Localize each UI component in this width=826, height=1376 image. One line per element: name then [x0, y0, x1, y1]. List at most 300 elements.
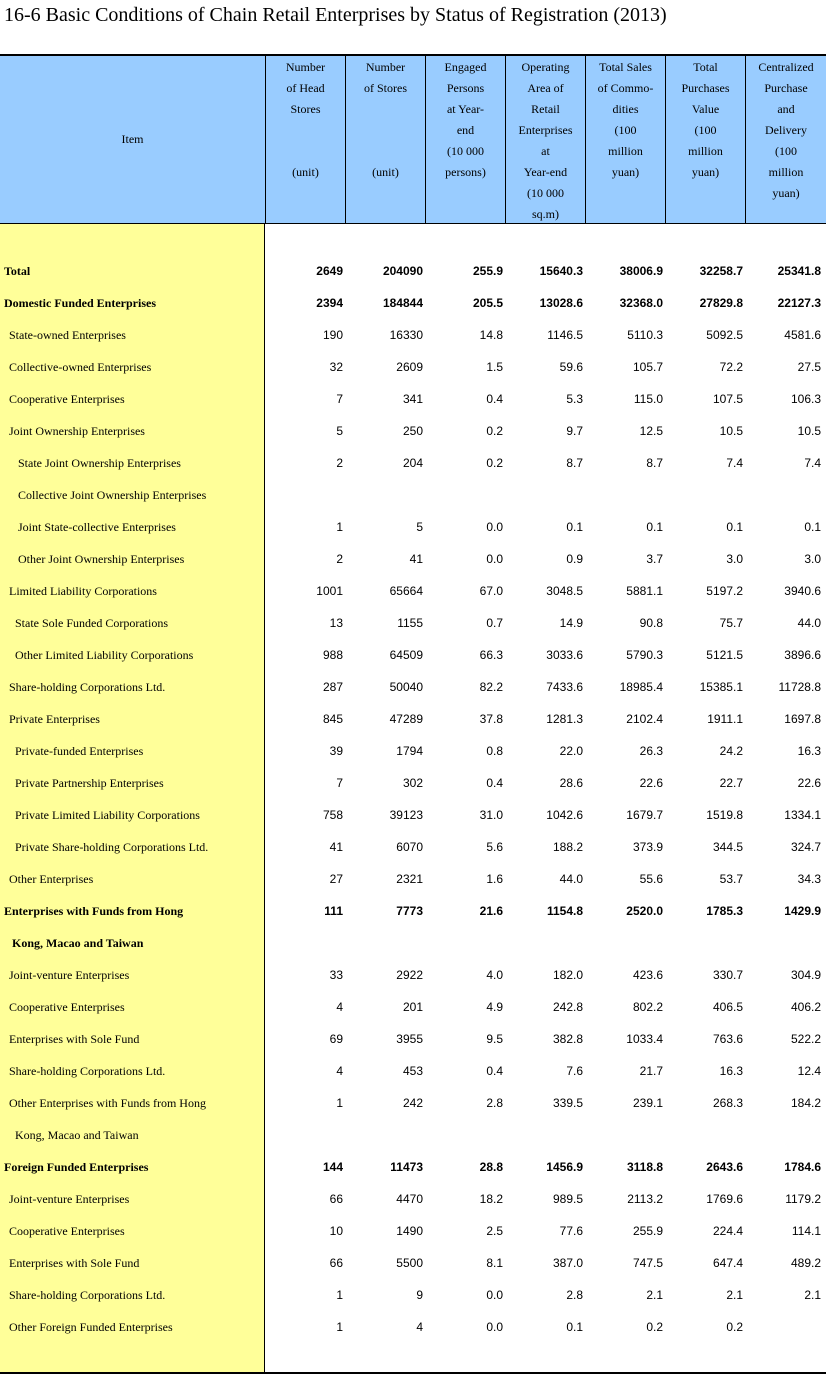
table-row: [0, 1183, 826, 1215]
row-label: Collective Joint Ownership Enterprises: [18, 488, 207, 502]
cell-head-stores: 4: [336, 1000, 343, 1014]
cell-total-purchases: 1769.6: [706, 1192, 743, 1206]
cell-total-purchases: 7.4: [726, 456, 743, 470]
row-label: Cooperative Enterprises: [9, 1224, 125, 1238]
row-label: Other Limited Liability Corporations: [15, 648, 194, 662]
column-header-line: Number: [365, 60, 406, 74]
cell-centralized-purchase: 3940.6: [784, 584, 821, 598]
cell-head-stores: [265, 927, 343, 959]
cell-stores: 16330: [389, 328, 423, 342]
table-top-rule: [0, 54, 826, 56]
cell-centralized-purchase: 12.4: [797, 1064, 821, 1078]
cell-stores: 9: [416, 1288, 423, 1302]
cell-centralized-purchase: 489.2: [790, 1256, 821, 1270]
table-row: [0, 351, 826, 383]
cell-centralized-purchase: 3896.6: [784, 648, 821, 662]
cell-engaged-persons: 0.0: [486, 1288, 503, 1302]
cell-total-sales: 255.9: [632, 1224, 663, 1238]
cell-engaged-persons: 0.7: [486, 616, 503, 630]
cell-total-sales: 2102.4: [626, 712, 663, 726]
cell-total-purchases: 24.2: [719, 744, 743, 758]
cell-stores: 3955: [396, 1032, 423, 1046]
cell-total-purchases: 3.0: [726, 552, 743, 566]
cell-stores: 4: [416, 1320, 423, 1334]
column-header-line: Year-end: [523, 165, 568, 179]
row-label: Joint-venture Enterprises: [9, 968, 130, 982]
column-header-stores: [345, 56, 425, 223]
table-header: [0, 56, 826, 224]
cell-stores: 1794: [396, 744, 423, 758]
cell-head-stores: 5: [336, 424, 343, 438]
cell-centralized-purchase: 25341.8: [777, 264, 821, 278]
cell-engaged-persons: 67.0: [479, 584, 503, 598]
row-label: Private Partnership Enterprises: [15, 776, 164, 790]
cell-stores: 5500: [396, 1256, 423, 1270]
cell-centralized-purchase: [745, 927, 821, 959]
cell-engaged-persons: 14.8: [479, 328, 503, 342]
table-row: [0, 255, 826, 287]
cell-engaged-persons: 8.1: [486, 1256, 503, 1270]
cell-stores: 47289: [389, 712, 423, 726]
cell-head-stores: 4: [336, 1064, 343, 1078]
cell-stores: [345, 1119, 423, 1151]
cell-total-purchases: 647.4: [712, 1256, 743, 1270]
column-header-line: yuan): [611, 165, 640, 179]
column-header-operating-area: [505, 56, 585, 223]
cell-operating-area: 1146.5: [547, 328, 583, 342]
column-header-centralized-purchase: [745, 56, 826, 223]
cell-centralized-purchase: 406.2: [790, 1000, 821, 1014]
cell-stores: 250: [402, 424, 423, 438]
column-header-line: Total: [693, 60, 718, 74]
cell-engaged-persons: 9.5: [486, 1032, 503, 1046]
cell-head-stores: 1: [336, 1288, 343, 1302]
cell-total-sales: 8.7: [646, 456, 663, 470]
column-header-line: million: [768, 165, 804, 179]
row-label: Other Enterprises with Funds from Hong: [9, 1096, 206, 1110]
cell-total-sales: 2113.2: [627, 1192, 663, 1206]
cell-total-purchases: 344.5: [712, 840, 743, 854]
column-header-line: Value: [691, 102, 720, 116]
table-row: [0, 959, 826, 991]
column-header-line: yuan): [691, 165, 720, 179]
cell-total-purchases: 0.1: [726, 520, 743, 534]
cell-centralized-purchase: 4581.6: [784, 328, 821, 342]
cell-centralized-purchase: 184.2: [790, 1096, 821, 1110]
cell-operating-area: 0.1: [566, 520, 583, 534]
row-label: Joint State-collective Enterprises: [18, 520, 176, 534]
cell-operating-area: 28.6: [559, 776, 583, 790]
table-row: [0, 575, 826, 607]
row-label: Other Enterprises: [9, 872, 94, 886]
cell-head-stores: 2: [336, 552, 343, 566]
cell-total-sales: 2.1: [646, 1288, 663, 1302]
cell-total-purchases: 224.4: [712, 1224, 743, 1238]
cell-head-stores: 2: [336, 456, 343, 470]
row-label: Other Joint Ownership Enterprises: [18, 552, 185, 566]
cell-centralized-purchase: 16.3: [797, 744, 821, 758]
cell-engaged-persons: [425, 1119, 503, 1151]
cell-operating-area: 77.6: [559, 1224, 583, 1238]
cell-stores: 2609: [396, 360, 423, 374]
row-label: Cooperative Enterprises: [9, 392, 125, 406]
cell-head-stores: 1001: [316, 584, 343, 598]
cell-stores: 64509: [389, 648, 423, 662]
cell-stores: 302: [402, 776, 423, 790]
cell-head-stores: 39: [329, 744, 343, 758]
cell-engaged-persons: [425, 927, 503, 959]
cell-total-purchases: 27829.8: [699, 296, 743, 310]
cell-total-sales: 3.7: [646, 552, 663, 566]
row-label: Cooperative Enterprises: [9, 1000, 125, 1014]
cell-total-purchases: [665, 927, 743, 959]
cell-head-stores: 27: [329, 872, 343, 886]
column-header-engaged-persons: [425, 56, 505, 223]
row-label: Private Limited Liability Corporations: [15, 808, 200, 822]
cell-head-stores: 758: [322, 808, 343, 822]
cell-operating-area: 0.1: [566, 1320, 583, 1334]
cell-centralized-purchase: 114.1: [791, 1224, 821, 1238]
cell-total-purchases: 2.1: [726, 1288, 743, 1302]
cell-operating-area: 1042.6: [546, 808, 583, 822]
cell-operating-area: 1154.8: [546, 904, 583, 918]
cell-stores: 6070: [396, 840, 423, 854]
cell-engaged-persons: 5.6: [486, 840, 503, 854]
table-bottom-rule: [0, 1372, 826, 1374]
cell-centralized-purchase: 11728.8: [778, 680, 821, 694]
cell-engaged-persons: 1.6: [486, 872, 503, 886]
page-title: 16-6 Basic Conditions of Chain Retail Enterprises by Status of Registration (2013): [4, 4, 667, 26]
cell-total-purchases: 32258.7: [699, 264, 743, 278]
cell-operating-area: 182.0: [552, 968, 583, 982]
cell-stores: 453: [402, 1064, 423, 1078]
cell-total-purchases: 1911.1: [707, 712, 743, 726]
cell-engaged-persons: 205.5: [472, 296, 503, 310]
cell-operating-area: 13028.6: [539, 296, 583, 310]
cell-centralized-purchase: 3.0: [804, 552, 821, 566]
table-row: [0, 319, 826, 351]
row-label: Enterprises with Sole Fund: [9, 1032, 140, 1046]
table-row: [0, 1087, 826, 1119]
cell-operating-area: 0.9: [566, 552, 583, 566]
column-header-line: of Commo-: [597, 81, 654, 95]
cell-stores: 39123: [389, 808, 423, 822]
cell-stores: 204: [402, 456, 423, 470]
cell-total-sales: 1033.4: [626, 1032, 663, 1046]
cell-operating-area: 1281.3: [546, 712, 583, 726]
table-row: [0, 415, 826, 447]
cell-total-purchases: 330.7: [712, 968, 743, 982]
column-header-line: [266, 141, 345, 162]
cell-operating-area: 44.0: [559, 872, 583, 886]
cell-centralized-purchase: 7.4: [804, 456, 821, 470]
row-label: Total: [4, 264, 31, 278]
row-label: State-owned Enterprises: [9, 328, 126, 342]
cell-head-stores: 32: [329, 360, 343, 374]
cell-total-sales: 90.8: [639, 616, 663, 630]
table-row: [0, 639, 826, 671]
column-header-line: [346, 141, 425, 162]
cell-stores: 5: [416, 520, 423, 534]
cell-total-purchases: 406.5: [712, 1000, 743, 1014]
column-header-line: Purchases: [681, 81, 730, 95]
cell-total-sales: 747.5: [632, 1256, 663, 1270]
table-row: [0, 895, 826, 927]
cell-operating-area: 3048.5: [546, 584, 583, 598]
cell-head-stores: 13: [329, 616, 343, 630]
cell-engaged-persons: 21.6: [479, 904, 503, 918]
cell-total-sales: 21.7: [639, 1064, 663, 1078]
row-label: Collective-owned Enterprises: [9, 360, 152, 374]
cell-stores: 41: [409, 552, 423, 566]
table-row: [0, 287, 826, 319]
cell-engaged-persons: 31.0: [479, 808, 503, 822]
table-row: [0, 1215, 826, 1247]
table-row: [0, 607, 826, 639]
row-label: Enterprises with Funds from Hong: [4, 904, 184, 918]
table-row: [0, 383, 826, 415]
cell-total-sales: 3118.8: [626, 1160, 663, 1174]
row-label: Private Enterprises: [9, 712, 100, 726]
cell-stores: 50040: [389, 680, 423, 694]
cell-stores: 201: [402, 1000, 423, 1014]
cell-head-stores: 33: [329, 968, 343, 982]
column-header-total-sales: [585, 56, 665, 223]
column-header-line: (100: [614, 123, 637, 137]
cell-engaged-persons: 1.5: [486, 360, 503, 374]
cell-stores: 7773: [396, 904, 423, 918]
cell-operating-area: 1456.9: [546, 1160, 583, 1174]
cell-total-sales: 802.2: [632, 1000, 663, 1014]
cell-engaged-persons: 18.2: [479, 1192, 503, 1206]
column-header-line: yuan): [772, 186, 800, 200]
cell-operating-area: 14.9: [559, 616, 583, 630]
cell-stores: 341: [402, 392, 423, 406]
cell-stores: [345, 927, 423, 959]
cell-engaged-persons: 0.8: [486, 744, 503, 758]
cell-operating-area: 7433.6: [546, 680, 583, 694]
column-header-line: persons): [445, 165, 486, 179]
cell-head-stores: 1: [336, 1096, 343, 1110]
row-label: Share-holding Corporations Ltd.: [9, 680, 166, 694]
cell-stores: 2922: [396, 968, 423, 982]
cell-total-purchases: 75.7: [719, 616, 743, 630]
cell-centralized-purchase: 0.1: [804, 520, 821, 534]
cell-engaged-persons: 37.8: [479, 712, 503, 726]
cell-stores: 2321: [396, 872, 423, 886]
cell-total-sales: 5881.1: [626, 584, 663, 598]
cell-total-purchases: 107.5: [712, 392, 743, 406]
cell-head-stores: 845: [322, 712, 343, 726]
row-label: Foreign Funded Enterprises: [4, 1160, 149, 1174]
cell-total-purchases: 268.3: [712, 1096, 743, 1110]
row-label: Private Share-holding Corporations Ltd.: [15, 840, 209, 854]
cell-total-purchases: 763.6: [712, 1032, 743, 1046]
column-header-line: (unit): [372, 165, 399, 179]
cell-stores: 184844: [382, 296, 423, 310]
row-label: Share-holding Corporations Ltd.: [9, 1288, 166, 1302]
column-header-line: Enterprises: [518, 123, 573, 137]
column-header-line: Delivery: [765, 123, 807, 137]
table-row: [0, 671, 826, 703]
cell-engaged-persons: 0.0: [486, 1320, 503, 1334]
table-row: [0, 447, 826, 479]
column-header-line: sq.m): [532, 207, 559, 221]
column-header-line: and: [777, 102, 795, 116]
cell-total-sales: 105.7: [632, 360, 663, 374]
row-label: Share-holding Corporations Ltd.: [9, 1064, 166, 1078]
cell-operating-area: 59.6: [559, 360, 583, 374]
cell-total-sales: 373.9: [632, 840, 663, 854]
cell-engaged-persons: 0.4: [486, 776, 503, 790]
cell-engaged-persons: 4.0: [486, 968, 503, 982]
cell-operating-area: 9.7: [566, 424, 583, 438]
table-row: [0, 767, 826, 799]
column-header-line: [346, 99, 425, 120]
cell-total-sales: 38006.9: [619, 264, 663, 278]
table-row: [0, 927, 826, 959]
row-label: Joint Ownership Enterprises: [9, 424, 145, 438]
cell-centralized-purchase: [745, 479, 821, 511]
column-header-line: million: [608, 144, 643, 158]
column-header-line: (10 000: [447, 144, 484, 158]
column-header-line: (100: [694, 123, 717, 137]
column-header-line: Centralized: [758, 60, 814, 74]
cell-total-purchases: 5197.2: [706, 584, 743, 598]
cell-total-sales: 5110.3: [627, 328, 663, 342]
row-label: Domestic Funded Enterprises: [4, 296, 156, 310]
column-header-line: Total Sales: [599, 60, 652, 74]
cell-centralized-purchase: 1784.6: [784, 1160, 821, 1174]
cell-head-stores: 66: [329, 1256, 343, 1270]
cell-total-sales: 239.1: [632, 1096, 663, 1110]
cell-centralized-purchase: [745, 1311, 821, 1343]
row-label: State Joint Ownership Enterprises: [18, 456, 181, 470]
cell-stores: 204090: [382, 264, 423, 278]
table-row: [0, 863, 826, 895]
table-row: [0, 511, 826, 543]
cell-operating-area: 382.8: [552, 1032, 583, 1046]
cell-total-sales: 18985.4: [619, 680, 663, 694]
column-header-line: Purchase: [764, 81, 808, 95]
table-row: [0, 1119, 826, 1151]
cell-total-purchases: [665, 479, 743, 511]
column-header-line: of Head: [286, 81, 325, 95]
column-header-line: million: [688, 144, 723, 158]
cell-engaged-persons: 4.9: [486, 1000, 503, 1014]
cell-total-purchases: 72.2: [719, 360, 743, 374]
cell-head-stores: 7: [336, 776, 343, 790]
column-header-line: Stores: [290, 102, 321, 116]
column-header-line: [266, 120, 345, 141]
cell-total-sales: 1679.7: [626, 808, 663, 822]
cell-head-stores: 1: [336, 520, 343, 534]
column-header-line: dities: [612, 102, 639, 116]
column-header-line: Persons: [446, 81, 485, 95]
cell-total-sales: 22.6: [639, 776, 663, 790]
cell-total-sales: 12.5: [639, 424, 663, 438]
cell-head-stores: 1: [336, 1320, 343, 1334]
column-header-line: of Stores: [364, 81, 407, 95]
cell-total-purchases: [665, 1119, 743, 1151]
cell-head-stores: 111: [324, 904, 343, 918]
row-label: Other Foreign Funded Enterprises: [9, 1320, 173, 1334]
table-row: [0, 703, 826, 735]
column-header-line: at: [541, 144, 550, 158]
table-row: [0, 543, 826, 575]
cell-total-purchases: 5092.5: [706, 328, 743, 342]
cell-total-purchases: 16.3: [719, 1064, 743, 1078]
cell-head-stores: 10: [329, 1224, 343, 1238]
cell-head-stores: 144: [322, 1160, 343, 1174]
cell-total-sales: 5790.3: [626, 648, 663, 662]
cell-head-stores: 190: [322, 328, 343, 342]
row-label: Joint-venture Enterprises: [9, 1192, 130, 1206]
column-header-total-purchases: [665, 56, 745, 223]
cell-centralized-purchase: 1429.9: [784, 904, 821, 918]
cell-operating-area: 3033.6: [546, 648, 583, 662]
cell-stores: 1155: [397, 616, 423, 630]
cell-head-stores: 7: [336, 392, 343, 406]
cell-operating-area: 188.2: [552, 840, 583, 854]
table-row: [0, 1279, 826, 1311]
cell-engaged-persons: 0.0: [486, 520, 503, 534]
column-header-line: Number: [285, 60, 326, 74]
table-row: [0, 1023, 826, 1055]
column-header-line: at Year-: [446, 102, 485, 116]
item-column-header: Item: [121, 132, 144, 146]
cell-head-stores: [265, 1119, 343, 1151]
cell-engaged-persons: [425, 479, 503, 511]
cell-centralized-purchase: [745, 1119, 821, 1151]
cell-operating-area: 7.6: [566, 1064, 583, 1078]
cell-operating-area: 387.0: [552, 1256, 583, 1270]
column-header-line: [346, 120, 425, 141]
row-label: Private-funded Enterprises: [15, 744, 144, 758]
row-label: Kong, Macao and Taiwan: [15, 1128, 139, 1142]
cell-operating-area: [505, 927, 583, 959]
cell-head-stores: 41: [329, 840, 343, 854]
cell-operating-area: 242.8: [552, 1000, 583, 1014]
cell-total-sales: [585, 927, 663, 959]
cell-stores: 11473: [390, 1160, 423, 1174]
cell-total-purchases: 53.7: [719, 872, 743, 886]
cell-total-sales: 2520.0: [626, 904, 663, 918]
cell-centralized-purchase: 22.6: [797, 776, 821, 790]
cell-total-purchases: 22.7: [719, 776, 743, 790]
cell-total-sales: 26.3: [639, 744, 663, 758]
table-row: [0, 1151, 826, 1183]
column-header-line: (unit): [292, 165, 319, 179]
table-row: [0, 735, 826, 767]
cell-operating-area: 2.8: [566, 1288, 583, 1302]
cell-centralized-purchase: 10.5: [797, 424, 821, 438]
cell-total-purchases: 15385.1: [699, 680, 743, 694]
cell-engaged-persons: 2.8: [486, 1096, 503, 1110]
cell-operating-area: 989.5: [552, 1192, 583, 1206]
cell-head-stores: 988: [322, 648, 343, 662]
cell-total-sales: [585, 1119, 663, 1151]
cell-stores: [345, 479, 423, 511]
cell-centralized-purchase: 27.5: [797, 360, 821, 374]
cell-head-stores: 287: [322, 680, 343, 694]
cell-operating-area: 22.0: [559, 744, 583, 758]
row-label: Kong, Macao and Taiwan: [12, 936, 144, 950]
column-header-line: (10 000: [527, 186, 564, 200]
cell-engaged-persons: 0.0: [486, 552, 503, 566]
column-header-line: (100: [775, 144, 797, 158]
table-row: [0, 1247, 826, 1279]
